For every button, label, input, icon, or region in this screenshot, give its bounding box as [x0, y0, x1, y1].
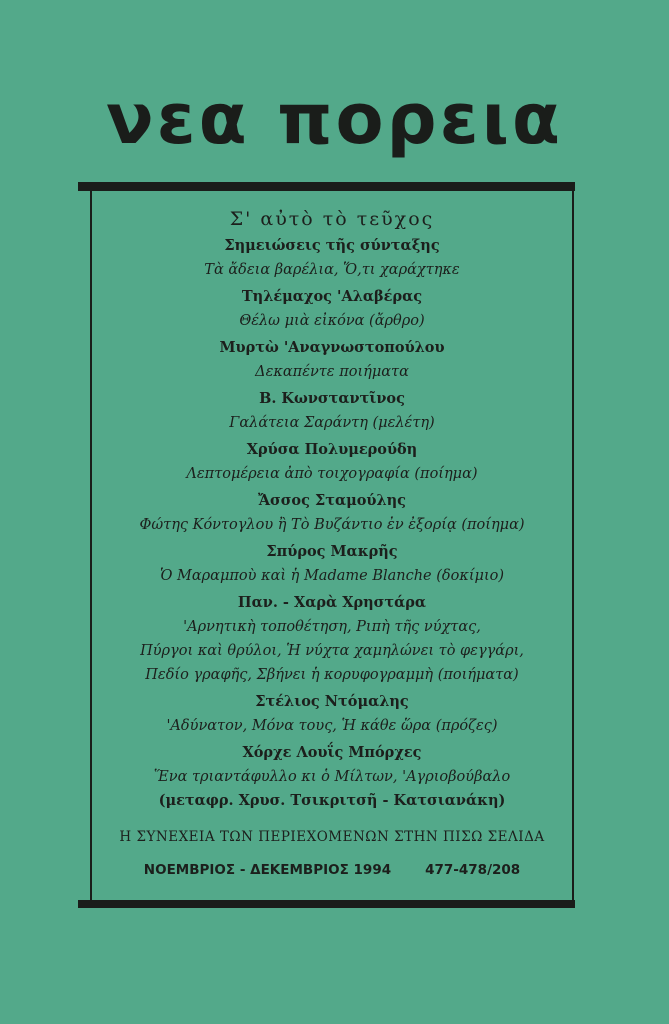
- toc-author: Χόρχε Λουΐς Μπόρχες: [242, 744, 422, 761]
- toc-work: 'Αρνητικὴ τοποθέτηση, Ριπὴ τῆς νύχτας,: [183, 619, 481, 635]
- bottom-rule: [78, 900, 575, 908]
- toc-entry: [92, 741, 572, 813]
- toc-entry: [92, 489, 572, 537]
- toc-author: Ἄσσος Σταμούλης: [257, 492, 407, 509]
- translator-note: (μεταφρ. Χρυσ. Τσικριτσῆ - Κατσιανάκη): [158, 792, 506, 809]
- toc-author: Χρύσα Πολυμερούδη: [246, 441, 418, 458]
- toc-author: Β. Κωνσταντῖνος: [259, 390, 405, 407]
- toc-entry: [92, 540, 572, 588]
- toc-work: Θέλω μιὰ εἰκόνα (ἄρθρο): [239, 313, 425, 329]
- toc-work: Ἕνα τριαντάφυλλο κι ὁ Μίλτων, 'Αγριοβούβαλο: [153, 769, 511, 785]
- continued-note: Η ΣΥΝΕΧΕΙΑ ΤΩΝ ΠΕΡΙΕΧΟΜΕΝΩΝ ΣΤΗΝ ΠΙΣΩ ΣΕΛΙΔΑ: [119, 829, 545, 845]
- toc-author: Σπύρος Μακρῆς: [266, 543, 398, 560]
- magazine-title: νεα πορεια: [105, 78, 563, 160]
- toc-entry: [92, 234, 572, 282]
- table-of-contents: [92, 208, 572, 816]
- toc-author: Μυρτὼ 'Αναγνωστοπούλου: [219, 339, 445, 356]
- toc-work: Πύργοι καὶ θρύλοι, Ἡ νύχτα χαμηλώνει τὸ φεγγάρι,: [140, 643, 524, 659]
- top-rule: [78, 182, 575, 191]
- toc-work: Τὰ ἄδεια βαρέλια, Ὅ,τι χαράχτηκε: [204, 262, 460, 278]
- toc-entry: [92, 438, 572, 486]
- toc-entry: [92, 690, 572, 738]
- issue-info: [92, 862, 572, 878]
- toc-author: Σημειώσεις τῆς σύνταξης: [224, 237, 440, 254]
- toc-author: Παν. - Χαρὰ Χρηστάρα: [237, 594, 427, 611]
- toc-work: Ὁ Μαραμποὺ καὶ ἡ Madame Blanche (δοκίμιο): [159, 568, 505, 584]
- toc-heading: Σ' αὐτὸ τὸ τεῦχος: [229, 208, 435, 230]
- toc-author: Στέλιος Ντόμαλης: [255, 693, 409, 710]
- toc-work: 'Αδύνατον, Μόνα τους, Ἡ κάθε ὥρα (πρόζες): [166, 718, 498, 734]
- issue-date: ΝΟΕΜΒΡΙΟΣ - ΔΕΚΕΜΒΡΙΟΣ 1994: [143, 862, 392, 878]
- toc-work: Φώτης Κόντογλου ἢ Τὸ Βυζάντιο ἐν ἐξορίᾳ (ποίημα): [139, 517, 525, 533]
- toc-entry: [92, 387, 572, 435]
- issue-number: 477-478/208: [425, 862, 521, 878]
- toc-work: Πεδίο γραφῆς, Σβήνει ἡ κορυφογραμμὴ (ποιήματα): [145, 667, 519, 683]
- toc-entry: [92, 591, 572, 687]
- toc-author: Τηλέμαχος 'Αλαβέρας: [241, 288, 423, 305]
- toc-entry: [92, 336, 572, 384]
- right-rule: [572, 186, 574, 904]
- toc-work: Γαλάτεια Σαράντη (μελέτη): [229, 415, 435, 431]
- toc-entry: [92, 285, 572, 333]
- toc-work: Λεπτομέρεια ἀπὸ τοιχογραφία (ποίημα): [186, 466, 478, 482]
- toc-work: Δεκαπέντε ποιήματα: [255, 364, 409, 380]
